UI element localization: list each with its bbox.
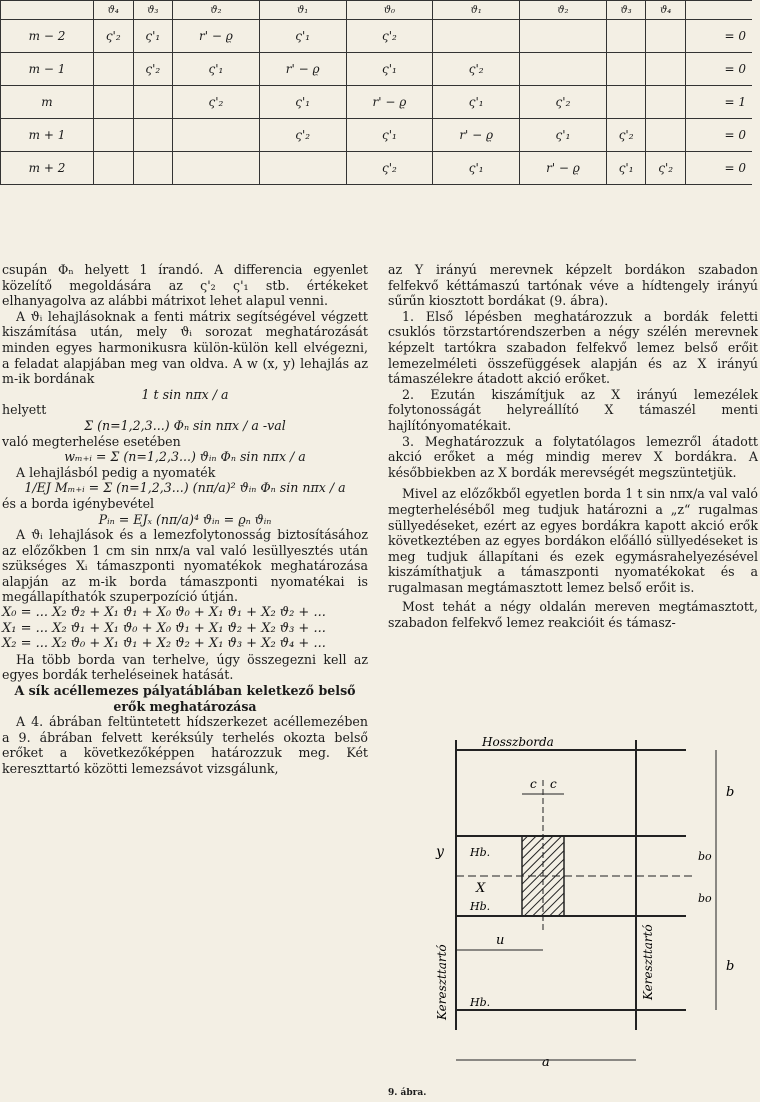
hosszborda-label: Hosszborda xyxy=(482,735,554,749)
matrix-cell: r' − ϱ xyxy=(520,152,607,185)
matrix-cell xyxy=(606,86,646,119)
matrix-cell: ς'₁ xyxy=(173,53,260,86)
matrix-cell: ς'₁ xyxy=(346,53,433,86)
matrix-row xyxy=(1,53,753,86)
matrix-cell: ς'₂ xyxy=(133,53,173,86)
matrix-cell xyxy=(646,86,686,119)
matrix-cell: ς'₂ xyxy=(433,53,520,86)
difference-matrix xyxy=(0,0,752,185)
paragraph: A lehajlásból pedig a nyomaték xyxy=(16,464,216,480)
matrix-row xyxy=(1,152,753,185)
matrix-row-label: m − 2 xyxy=(1,20,94,53)
b-label: b xyxy=(726,959,735,974)
matrix-row-label: m xyxy=(1,86,94,119)
matrix-rhs: = 0 xyxy=(686,152,753,185)
matrix-cell: ς'₂ xyxy=(520,86,607,119)
bo-label: bo xyxy=(698,850,712,863)
paragraph: Most tehát a négy oldalán mereven megtámasztott, szabadon felfekvő lemez reakcióit és támasz- xyxy=(388,599,758,631)
b-label: b xyxy=(726,785,735,800)
matrix-cell: ς'₁ xyxy=(346,119,433,152)
matrix-header-cell: ϑ₂ xyxy=(520,1,607,20)
paragraph: A 4. ábrában feltüntetett hídszerkezet acéllemezében a 9. ábrában felvett keréksúly terhelés okozta belső erőket a következőképpen határozzuk meg. Két kereszttartó közötti lemezsávot vizsgálunk, xyxy=(2,714,368,776)
figure-caption: 9. ábra. xyxy=(388,1088,427,1098)
hb-label: Hb. xyxy=(470,846,491,859)
matrix-header-row xyxy=(1,1,753,20)
matrix-cell xyxy=(133,119,173,152)
matrix-cell: ς'₂ xyxy=(346,152,433,185)
kereszttarto-right-label: Kereszttartó xyxy=(641,924,655,1000)
u-label: u xyxy=(496,933,505,948)
matrix-header-cell: ϑ₁ xyxy=(259,1,346,20)
c-label: c xyxy=(550,777,557,791)
text: való megterhelése esetében xyxy=(2,433,181,449)
matrix-cell: r' − ϱ xyxy=(433,119,520,152)
hb-label: Hb. xyxy=(470,900,491,913)
equation-x1: X₁ = ... X₂ ϑ₁ + X₁ ϑ₀ + X₀ ϑ₁ + X₁ ϑ₂ + X₂ ϑ₃ + ... xyxy=(2,620,326,636)
right-column xyxy=(388,262,758,631)
matrix-cell xyxy=(94,53,134,86)
equation: Σ (n=1,2,3...) Φₙ sin nπx / a -val xyxy=(84,417,286,433)
matrix-cell: ς'₁ xyxy=(520,119,607,152)
bo-label: bo xyxy=(698,892,712,905)
matrix-row-label: m + 1 xyxy=(1,119,94,152)
matrix-rhs: = 0 xyxy=(686,53,753,86)
matrix-cell: ς'₂ xyxy=(94,20,134,53)
matrix-header-cell: ϑ₃ xyxy=(133,1,173,20)
matrix-cell xyxy=(520,53,607,86)
matrix-cell: ς'₁ xyxy=(259,20,346,53)
matrix-cell: ς'₂ xyxy=(646,152,686,185)
matrix-rhs: = 0 xyxy=(686,20,753,53)
kereszttarto-left-label: Kereszttartó xyxy=(435,944,449,1020)
paragraph: 2. Ezután kiszámítjuk az X irányú lemezélek folytonosságát helyreállító X támaszél menti hajlítónyomatékait. xyxy=(388,386,758,433)
matrix-cell xyxy=(133,86,173,119)
matrix-cell: r' − ϱ xyxy=(259,53,346,86)
section-heading: A sík acéllemezes pályatáblában keletkező belső erők meghatározása xyxy=(14,683,356,714)
matrix-cell: ς'₁ xyxy=(433,152,520,185)
matrix-cell xyxy=(646,53,686,86)
matrix-cell xyxy=(94,119,134,152)
matrix-cell: ς'₂ xyxy=(259,119,346,152)
a-label: a xyxy=(542,1055,550,1070)
y-axis-label: y xyxy=(436,844,444,860)
text: és a borda igénybevétel xyxy=(2,495,155,511)
matrix-cell xyxy=(173,119,260,152)
matrix-rhs-header xyxy=(686,1,753,20)
matrix-cell: ς'₁ xyxy=(259,86,346,119)
x-axis-label: X xyxy=(476,881,486,896)
equation: Pᵢₙ = EJₓ (nπ/a)⁴ ϑᵢₙ = ϱₙ ϑᵢₙ xyxy=(98,511,272,527)
matrix-cell xyxy=(646,119,686,152)
matrix-row-label: m + 2 xyxy=(1,152,94,185)
matrix-cell: ς'₁ xyxy=(433,86,520,119)
matrix-cell: ς'₂ xyxy=(346,20,433,53)
paragraph: A ϑᵢ lehajlásoknak a fenti mátrix segítségével végzett kiszámítása után, mely ϑᵢ sorozat meghatározását minden egyes harmonikusra külön-külön kell elvégezni, a feladat alapjában meg van oldva. A w (x, y) lehajlás az m-ik bordának xyxy=(2,308,368,387)
matrix-cell: ς'₁ xyxy=(133,20,173,53)
matrix-cell xyxy=(94,86,134,119)
matrix-cell: r' − ϱ xyxy=(346,86,433,119)
equation: 1 t sin nπx / a xyxy=(141,386,229,402)
matrix-row xyxy=(1,119,753,152)
equation-x0: X₀ = ... X₂ ϑ₂ + X₁ ϑ₁ + X₀ ϑ₀ + X₁ ϑ₁ + X₂ ϑ₂ + ... xyxy=(2,605,326,621)
matrix-row-label: m − 1 xyxy=(1,53,94,86)
paragraph: 1. Első lépésben meghatározzuk a bordák feletti csuklós törzstartórendszerben a négy szélén merevnek képzelt tartókra szabadon felfekvő lemez belső erőit lemezelméleti összefüggések alapján és az X irányú támaszélekre átadott akció erőket. xyxy=(388,308,758,387)
matrix-cell: ς'₂ xyxy=(173,86,260,119)
matrix-cell xyxy=(606,53,646,86)
matrix-header-cell: ϑ₂ xyxy=(173,1,260,20)
left-column xyxy=(2,262,368,777)
paragraph: Ha több borda van terhelve, úgy összegezni kell az egyes bordák terheléseinek hatását. xyxy=(2,651,368,683)
paragraph: Mivel az előzőkből egyetlen borda 1 t sin nπx/a val való megterheléséből meg tudjuk határozni a „z“ rugalmas süllyedéseket, ezért az egyes bordákra kapott akció erők következtében az egyes bordákon előálló süllyedéseket is meg tudjuk állapítani és ezek egymásrahelyezésével kiszámíthatjuk a támaszponti nyomatékokat és a rugalmasan megtámasztott lemez belső erőit is. xyxy=(388,486,758,595)
matrix-row xyxy=(1,86,753,119)
matrix-header-cell: ϑ₁ xyxy=(433,1,520,20)
paragraph: 3. Meghatározzuk a folytatólagos lemezről átadott akció erőket a még mindig merev X bordákra. A későbbiekben az X bordák merevségét megszüntetjük. xyxy=(388,433,758,480)
matrix-row xyxy=(1,20,753,53)
matrix-cell xyxy=(520,20,607,53)
matrix-cell xyxy=(606,20,646,53)
matrix-cell xyxy=(173,152,260,185)
paragraph: A ϑᵢ lehajlások és a lemezfolytonosság biztosításához az előzőkben 1 cm sin nπx/a val való lesüllyesztés után szükséges Xᵢ támaszponti nyomatékok meghatározása alapján az m-ik borda támaszponti nyomatékai is megállapíthatók szuperpozíció útján. xyxy=(2,527,368,605)
matrix-cell: r' − ϱ xyxy=(173,20,260,53)
c-label: c xyxy=(530,777,537,791)
matrix-rhs: = 0 xyxy=(686,119,753,152)
matrix-cell: ς'₂ xyxy=(606,119,646,152)
matrix-header-cell: ϑ₃ xyxy=(606,1,646,20)
hb-label: Hb. xyxy=(470,996,491,1009)
equation: 1/EJ Mₘ₊ᵢ = Σ (n=1,2,3...) (nπ/a)² ϑᵢₙ Φₙ sin nπx / a xyxy=(24,480,346,496)
equation: wₘ₊ᵢ = Σ (n=1,2,3...) ϑᵢₙ Φₙ sin nπx / a xyxy=(64,449,306,465)
matrix-header-cell: ϑ₀ xyxy=(346,1,433,20)
paragraph: az Y irányú merevnek képzelt bordákon szabadon felfekvő kéttámaszú tartónak véve a hídtengely irányú sűrűn kiosztott bordákat (9. ábra). xyxy=(388,262,758,309)
matrix-cell xyxy=(646,20,686,53)
matrix-cell xyxy=(94,152,134,185)
equation-x2: X₂ = ... X₂ ϑ₀ + X₁ ϑ₁ + X₂ ϑ₂ + X₁ ϑ₃ + X₂ ϑ₄ + ... xyxy=(2,636,326,652)
matrix-cell xyxy=(433,20,520,53)
figure-9-diagram xyxy=(386,680,760,1102)
text: helyett xyxy=(2,402,47,418)
matrix-cell xyxy=(259,152,346,185)
matrix-header-cell: ϑ₄ xyxy=(646,1,686,20)
matrix-cell xyxy=(133,152,173,185)
matrix-header-cell: ϑ₄ xyxy=(94,1,134,20)
matrix-rhs: = 1 xyxy=(686,86,753,119)
matrix-corner xyxy=(1,1,94,20)
matrix-cell: ς'₁ xyxy=(606,152,646,185)
paragraph: csupán Φₙ helyett 1 írandó. A differencia egyenlet közelítő megoldására az ς'₂ ς'₁ stb. értékeket elhanyagolva az alábbi mátrixot lehet alapul venni. xyxy=(2,262,368,309)
